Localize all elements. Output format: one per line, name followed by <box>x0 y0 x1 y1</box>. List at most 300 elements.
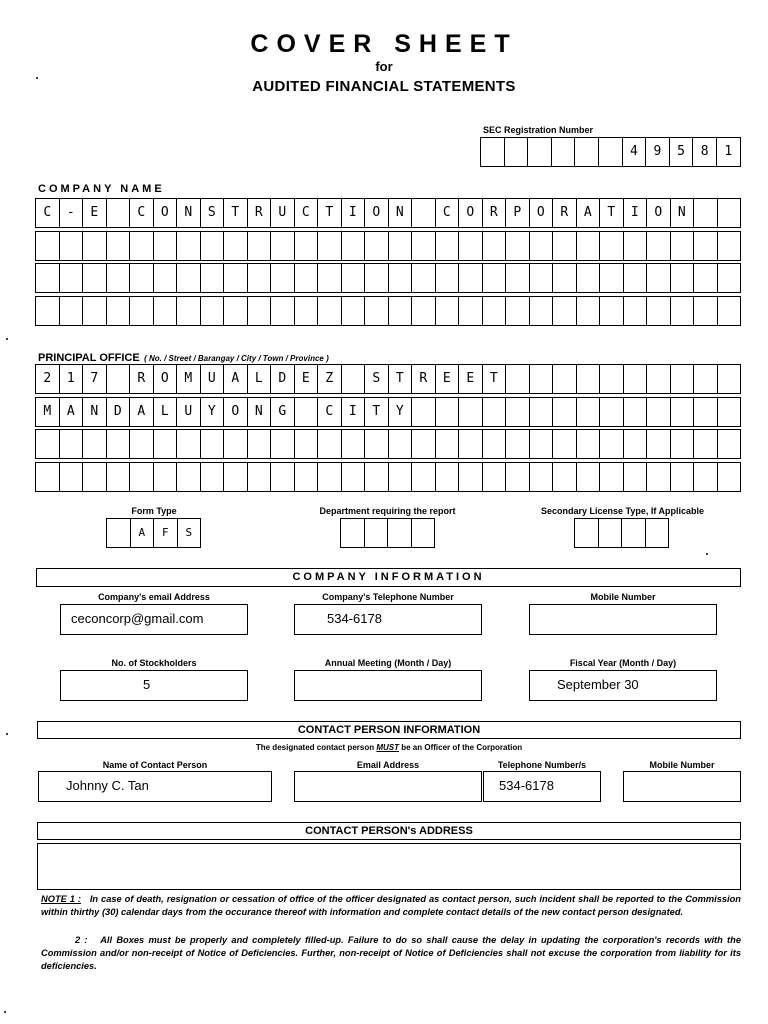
principal-office-char-box[interactable] <box>295 463 319 491</box>
company-name-char-box[interactable] <box>694 232 718 260</box>
secondary-license-box[interactable] <box>599 519 623 547</box>
company-name-char-box[interactable] <box>201 297 225 325</box>
principal-office-char-box[interactable] <box>248 463 272 491</box>
company-name-char-box[interactable] <box>248 297 272 325</box>
company-name-char-box[interactable] <box>389 232 413 260</box>
principal-office-char-box[interactable] <box>318 430 342 458</box>
company-name-char-box[interactable] <box>224 297 248 325</box>
principal-office-char-box[interactable]: 2 <box>36 365 60 393</box>
principal-office-char-box[interactable]: A <box>60 398 84 426</box>
principal-office-char-box[interactable] <box>577 398 601 426</box>
company-name-char-box[interactable] <box>412 264 436 292</box>
principal-office-char-box[interactable] <box>459 463 483 491</box>
principal-office-char-box[interactable] <box>60 430 84 458</box>
principal-office-char-box[interactable] <box>553 398 577 426</box>
company-name-char-box[interactable] <box>718 232 742 260</box>
sec-digit-box[interactable]: 8 <box>693 138 717 166</box>
principal-office-char-box[interactable] <box>271 463 295 491</box>
principal-office-char-box[interactable] <box>342 365 366 393</box>
company-name-char-box[interactable] <box>459 297 483 325</box>
company-name-char-box[interactable] <box>671 232 695 260</box>
principal-office-char-box[interactable]: I <box>342 398 366 426</box>
principal-office-char-box[interactable]: T <box>365 398 389 426</box>
principal-office-char-box[interactable] <box>436 430 460 458</box>
principal-office-row <box>35 364 741 394</box>
principal-office-char-box[interactable]: R <box>130 365 154 393</box>
principal-office-char-box[interactable] <box>436 463 460 491</box>
company-name-char-box[interactable] <box>130 232 154 260</box>
company-name-char-box[interactable] <box>483 264 507 292</box>
company-name-char-box[interactable]: P <box>506 199 530 227</box>
company-name-char-box[interactable] <box>647 264 671 292</box>
company-name-char-box[interactable] <box>154 264 178 292</box>
department-box[interactable] <box>341 519 365 547</box>
company-name-char-box[interactable] <box>694 297 718 325</box>
company-name-char-box[interactable]: N <box>177 199 201 227</box>
principal-office-char-box[interactable] <box>624 365 648 393</box>
annual-meeting-field[interactable] <box>294 670 482 701</box>
note-1-text: In case of death, resignation or cessation of office of the officer designated as contact person, such incident shall be reported to the Commission within thirthy (30) calendar days from the occurance thereof with information and complete contact details of the new contact person designated. <box>41 894 741 917</box>
principal-office-char-box[interactable]: N <box>248 398 272 426</box>
contact-telephone-label: Telephone Number/s <box>497 760 587 770</box>
principal-office-char-box[interactable] <box>577 463 601 491</box>
form-type-boxes <box>106 518 201 548</box>
principal-office-char-box[interactable] <box>201 430 225 458</box>
principal-office-char-box[interactable] <box>318 463 342 491</box>
principal-office-char-box[interactable]: 1 <box>60 365 84 393</box>
principal-office-char-box[interactable] <box>107 365 131 393</box>
company-name-char-box[interactable]: O <box>459 199 483 227</box>
principal-office-hint: ( No. / Street / Barangay / City / Town / Province ) <box>144 354 329 363</box>
company-name-char-box[interactable] <box>271 297 295 325</box>
principal-office-char-box[interactable] <box>224 430 248 458</box>
company-name-char-box[interactable] <box>365 297 389 325</box>
company-name-char-box[interactable]: C <box>36 199 60 227</box>
company-name-char-box[interactable]: R <box>483 199 507 227</box>
company-name-char-box[interactable] <box>389 297 413 325</box>
company-name-char-box[interactable] <box>83 297 107 325</box>
principal-office-char-box[interactable] <box>342 430 366 458</box>
principal-office-char-box[interactable] <box>694 430 718 458</box>
principal-office-char-box[interactable]: U <box>177 398 201 426</box>
contact-mobile-label: Mobile Number <box>649 760 715 770</box>
principal-office-char-box[interactable]: T <box>389 365 413 393</box>
principal-office-char-box[interactable] <box>624 430 648 458</box>
stockholders-label: No. of Stockholders <box>111 658 197 668</box>
company-name-char-box[interactable]: O <box>154 199 178 227</box>
principal-office-char-box[interactable] <box>177 430 201 458</box>
principal-office-char-box[interactable] <box>530 365 554 393</box>
company-name-char-box[interactable] <box>295 297 319 325</box>
company-name-char-box[interactable] <box>436 232 460 260</box>
company-name-char-box[interactable] <box>577 297 601 325</box>
company-name-char-box[interactable] <box>553 264 577 292</box>
company-name-char-box[interactable]: C <box>295 199 319 227</box>
company-name-char-box[interactable]: I <box>624 199 648 227</box>
principal-office-char-box[interactable]: Z <box>318 365 342 393</box>
company-name-char-box[interactable] <box>647 232 671 260</box>
principal-office-char-box[interactable] <box>389 430 413 458</box>
principal-office-char-box[interactable] <box>718 463 742 491</box>
principal-office-char-box[interactable]: A <box>224 365 248 393</box>
principal-office-char-box[interactable] <box>342 463 366 491</box>
company-name-char-box[interactable] <box>177 297 201 325</box>
company-name-char-box[interactable]: - <box>60 199 84 227</box>
company-name-char-box[interactable] <box>577 264 601 292</box>
company-name-char-box[interactable] <box>412 297 436 325</box>
contact-address-field[interactable] <box>37 843 741 890</box>
company-name-char-box[interactable]: R <box>553 199 577 227</box>
principal-office-char-box[interactable] <box>365 430 389 458</box>
company-name-char-box[interactable]: N <box>389 199 413 227</box>
principal-office-char-box[interactable] <box>60 463 84 491</box>
company-name-char-box[interactable] <box>600 297 624 325</box>
company-name-char-box[interactable]: U <box>271 199 295 227</box>
company-name-char-box[interactable] <box>36 264 60 292</box>
company-name-char-box[interactable] <box>83 264 107 292</box>
principal-office-char-box[interactable] <box>577 365 601 393</box>
principal-office-char-box[interactable] <box>530 430 554 458</box>
principal-office-char-box[interactable] <box>295 430 319 458</box>
principal-office-char-box[interactable] <box>647 398 671 426</box>
contact-telephone-field[interactable]: 534-6178 <box>483 771 601 802</box>
principal-office-char-box[interactable]: E <box>459 365 483 393</box>
principal-office-char-box[interactable]: D <box>271 365 295 393</box>
principal-office-char-box[interactable] <box>107 463 131 491</box>
company-name-char-box[interactable]: C <box>130 199 154 227</box>
principal-office-char-box[interactable] <box>647 365 671 393</box>
company-name-char-box[interactable] <box>459 232 483 260</box>
fiscal-year-field[interactable]: September 30 <box>529 670 717 701</box>
principal-office-char-box[interactable] <box>412 398 436 426</box>
principal-office-char-box[interactable] <box>483 398 507 426</box>
company-email-field[interactable]: ceconcorp@gmail.com <box>60 604 248 635</box>
company-telephone-field[interactable]: 534-6178 <box>294 604 482 635</box>
department-box[interactable] <box>412 519 436 547</box>
secondary-license-box[interactable] <box>622 519 646 547</box>
company-name-char-box[interactable] <box>36 297 60 325</box>
principal-office-char-box[interactable]: Y <box>389 398 413 426</box>
department-box[interactable] <box>365 519 389 547</box>
principal-office-char-box[interactable] <box>389 463 413 491</box>
sec-digit-box[interactable] <box>528 138 552 166</box>
principal-office-char-box[interactable]: Y <box>201 398 225 426</box>
principal-office-char-box[interactable]: L <box>248 365 272 393</box>
principal-office-char-box[interactable] <box>248 430 272 458</box>
principal-office-char-box[interactable] <box>107 430 131 458</box>
principal-office-char-box[interactable] <box>459 398 483 426</box>
company-name-char-box[interactable] <box>36 232 60 260</box>
principal-office-char-box[interactable] <box>271 430 295 458</box>
department-label: Department requiring the report <box>319 506 456 516</box>
company-name-char-box[interactable] <box>624 297 648 325</box>
company-name-char-box[interactable] <box>107 264 131 292</box>
company-name-char-box[interactable] <box>224 264 248 292</box>
principal-office-char-box[interactable] <box>506 430 530 458</box>
company-name-char-box[interactable]: C <box>436 199 460 227</box>
principal-office-char-box[interactable] <box>624 463 648 491</box>
principal-office-char-box[interactable] <box>36 463 60 491</box>
principal-office-char-box[interactable] <box>530 398 554 426</box>
company-telephone-label: Company's Telephone Number <box>322 592 454 602</box>
company-name-char-box[interactable] <box>60 264 84 292</box>
principal-office-char-box[interactable]: T <box>483 365 507 393</box>
contact-note-pre: The designated contact person <box>255 743 377 752</box>
principal-office-char-box[interactable] <box>647 430 671 458</box>
principal-office-char-box[interactable] <box>600 365 624 393</box>
company-name-char-box[interactable] <box>436 297 460 325</box>
company-name-char-box[interactable] <box>577 232 601 260</box>
company-name-char-box[interactable] <box>318 264 342 292</box>
company-name-char-box[interactable] <box>342 232 366 260</box>
company-name-char-box[interactable] <box>671 264 695 292</box>
company-name-char-box[interactable] <box>342 264 366 292</box>
principal-office-char-box[interactable]: L <box>154 398 178 426</box>
principal-office-char-box[interactable] <box>506 365 530 393</box>
principal-office-char-box[interactable] <box>83 430 107 458</box>
company-name-char-box[interactable] <box>530 264 554 292</box>
principal-office-char-box[interactable] <box>600 430 624 458</box>
company-name-char-box[interactable] <box>694 199 718 227</box>
company-name-char-box[interactable] <box>248 264 272 292</box>
contact-name-label: Name of Contact Person <box>102 760 208 770</box>
principal-office-char-box[interactable]: 7 <box>83 365 107 393</box>
company-name-char-box[interactable] <box>506 297 530 325</box>
sec-digit-box[interactable] <box>552 138 576 166</box>
company-name-char-box[interactable]: T <box>318 199 342 227</box>
principal-office-char-box[interactable] <box>201 463 225 491</box>
principal-office-row <box>35 397 741 427</box>
company-name-char-box[interactable]: A <box>577 199 601 227</box>
company-name-char-box[interactable] <box>201 264 225 292</box>
company-name-char-box[interactable] <box>107 297 131 325</box>
principal-office-char-box[interactable] <box>436 398 460 426</box>
principal-office-char-box[interactable] <box>130 430 154 458</box>
principal-office-char-box[interactable] <box>600 398 624 426</box>
company-name-char-box[interactable] <box>365 232 389 260</box>
company-name-char-box[interactable] <box>483 297 507 325</box>
principal-office-char-box[interactable]: D <box>107 398 131 426</box>
principal-office-char-box[interactable] <box>154 430 178 458</box>
principal-office-char-box[interactable] <box>483 430 507 458</box>
company-name-char-box[interactable]: O <box>530 199 554 227</box>
sec-digit-box[interactable]: 9 <box>646 138 670 166</box>
company-name-char-box[interactable] <box>177 232 201 260</box>
company-name-char-box[interactable] <box>412 232 436 260</box>
company-name-char-box[interactable] <box>600 264 624 292</box>
sec-digit-box[interactable] <box>575 138 599 166</box>
sec-digit-box[interactable]: 4 <box>623 138 647 166</box>
company-name-char-box[interactable] <box>718 199 742 227</box>
company-name-char-box[interactable]: R <box>248 199 272 227</box>
principal-office-char-box[interactable]: E <box>436 365 460 393</box>
department-boxes <box>340 518 435 548</box>
company-name-char-box[interactable] <box>553 232 577 260</box>
principal-office-char-box[interactable] <box>365 463 389 491</box>
principal-office-char-box[interactable] <box>224 463 248 491</box>
department-box[interactable] <box>388 519 412 547</box>
company-name-char-box[interactable] <box>530 297 554 325</box>
principal-office-char-box[interactable] <box>553 365 577 393</box>
company-name-char-box[interactable] <box>365 264 389 292</box>
company-name-char-box[interactable] <box>295 232 319 260</box>
company-name-char-box[interactable] <box>83 232 107 260</box>
company-name-char-box[interactable] <box>271 264 295 292</box>
company-name-char-box[interactable]: T <box>600 199 624 227</box>
principal-office-char-box[interactable]: O <box>154 365 178 393</box>
company-name-char-box[interactable] <box>177 264 201 292</box>
contact-email-field[interactable] <box>294 771 482 802</box>
principal-office-char-box[interactable] <box>295 398 319 426</box>
company-name-char-box[interactable] <box>154 297 178 325</box>
company-name-char-box[interactable] <box>718 297 742 325</box>
company-name-char-box[interactable] <box>624 264 648 292</box>
principal-office-char-box[interactable]: S <box>365 365 389 393</box>
principal-office-char-box[interactable] <box>647 463 671 491</box>
company-name-char-box[interactable] <box>60 297 84 325</box>
principal-office-char-box[interactable] <box>483 463 507 491</box>
secondary-license-box[interactable] <box>575 519 599 547</box>
sec-digit-box[interactable]: 1 <box>717 138 741 166</box>
principal-office-char-box[interactable] <box>694 463 718 491</box>
company-name-char-box[interactable] <box>718 264 742 292</box>
principal-office-char-box[interactable] <box>154 463 178 491</box>
principal-office-char-box[interactable] <box>506 398 530 426</box>
company-name-char-box[interactable] <box>600 232 624 260</box>
company-name-char-box[interactable] <box>130 264 154 292</box>
company-name-char-box[interactable] <box>436 264 460 292</box>
company-name-char-box[interactable]: O <box>647 199 671 227</box>
company-name-char-box[interactable]: E <box>83 199 107 227</box>
principal-office-row <box>35 429 741 459</box>
company-mobile-field[interactable] <box>529 604 717 635</box>
company-name-char-box[interactable] <box>530 232 554 260</box>
principal-office-char-box[interactable] <box>694 365 718 393</box>
company-name-char-box[interactable] <box>271 232 295 260</box>
company-name-char-box[interactable] <box>412 199 436 227</box>
principal-office-char-box[interactable]: G <box>271 398 295 426</box>
principal-office-char-box[interactable]: R <box>412 365 436 393</box>
stockholders-field[interactable]: 5 <box>60 670 248 701</box>
sec-digit-box[interactable] <box>599 138 623 166</box>
principal-office-char-box[interactable] <box>600 463 624 491</box>
principal-office-char-box[interactable]: M <box>177 365 201 393</box>
principal-office-char-box[interactable]: O <box>224 398 248 426</box>
note-2-label: 2 : <box>75 935 88 945</box>
company-name-char-box[interactable] <box>318 232 342 260</box>
form-type-box[interactable]: A <box>131 519 155 547</box>
principal-office-char-box[interactable] <box>577 430 601 458</box>
company-name-char-box[interactable] <box>624 232 648 260</box>
sec-digit-box[interactable]: 5 <box>670 138 694 166</box>
company-name-char-box[interactable] <box>671 297 695 325</box>
sec-digit-box[interactable] <box>505 138 529 166</box>
company-name-char-box[interactable] <box>201 232 225 260</box>
principal-office-char-box[interactable] <box>459 430 483 458</box>
company-name-char-box[interactable] <box>647 297 671 325</box>
sec-registration-label: SEC Registration Number <box>483 125 594 135</box>
principal-office-char-box[interactable] <box>130 463 154 491</box>
company-name-char-box[interactable] <box>248 232 272 260</box>
form-type-box[interactable]: S <box>178 519 202 547</box>
principal-office-char-box[interactable]: N <box>83 398 107 426</box>
company-name-char-box[interactable] <box>459 264 483 292</box>
form-type-box[interactable]: F <box>154 519 178 547</box>
note-2-text: All Boxes must be properly and completely filled-up. Failure to do so shall cause the delay in updating the corporation's records with the Commission and/or non-receipt of Notice of Deficiencies. Further, non-receipt of Notice of Deficiencies shall not excuse the corporation from liability for its deficiencies. <box>41 935 741 971</box>
fiscal-year-label: Fiscal Year (Month / Day) <box>569 658 677 668</box>
principal-office-char-box[interactable] <box>553 430 577 458</box>
company-name-char-box[interactable]: S <box>201 199 225 227</box>
contact-email-label: Email Address <box>356 760 420 770</box>
principal-office-char-box[interactable] <box>718 430 742 458</box>
principal-office-label: PRINCIPAL OFFICE <box>38 352 140 364</box>
principal-office-char-box[interactable] <box>694 398 718 426</box>
principal-office-char-box[interactable] <box>177 463 201 491</box>
principal-office-char-box[interactable] <box>36 430 60 458</box>
company-name-char-box[interactable]: O <box>365 199 389 227</box>
company-name-char-box[interactable] <box>224 232 248 260</box>
company-name-char-box[interactable] <box>154 232 178 260</box>
principal-office-char-box[interactable] <box>671 463 695 491</box>
principal-office-char-box[interactable] <box>83 463 107 491</box>
company-name-char-box[interactable] <box>389 264 413 292</box>
form-type-box[interactable] <box>107 519 131 547</box>
secondary-license-label: Secondary License Type, If Applicable <box>540 506 705 516</box>
company-name-char-box[interactable] <box>107 199 131 227</box>
company-name-char-box[interactable]: N <box>671 199 695 227</box>
principal-office-char-box[interactable] <box>671 365 695 393</box>
contact-note-must: MUST <box>376 743 399 752</box>
company-name-char-box[interactable] <box>318 297 342 325</box>
principal-office-char-box[interactable]: M <box>36 398 60 426</box>
sec-digit-box[interactable] <box>481 138 505 166</box>
principal-office-char-box[interactable]: A <box>130 398 154 426</box>
company-name-char-box[interactable] <box>506 264 530 292</box>
company-name-char-box[interactable] <box>483 232 507 260</box>
principal-office-char-box[interactable] <box>412 463 436 491</box>
principal-office-char-box[interactable] <box>624 398 648 426</box>
company-name-char-box[interactable] <box>130 297 154 325</box>
company-name-char-box[interactable] <box>553 297 577 325</box>
principal-office-char-box[interactable] <box>506 463 530 491</box>
note-1 <box>41 893 741 919</box>
principal-office-char-box[interactable]: U <box>201 365 225 393</box>
contact-person-header: CONTACT PERSON INFORMATION <box>37 721 741 739</box>
principal-office-char-box[interactable] <box>718 365 742 393</box>
company-name-char-box[interactable] <box>342 297 366 325</box>
company-name-char-box[interactable] <box>506 232 530 260</box>
principal-office-char-box[interactable] <box>530 463 554 491</box>
contact-mobile-field[interactable] <box>623 771 741 802</box>
principal-office-char-box[interactable] <box>671 430 695 458</box>
secondary-license-box[interactable] <box>646 519 670 547</box>
company-name-char-box[interactable] <box>694 264 718 292</box>
company-name-char-box[interactable]: I <box>342 199 366 227</box>
company-information-header: COMPANY INFORMATION <box>36 568 741 587</box>
principal-office-char-box[interactable] <box>671 398 695 426</box>
principal-office-row <box>35 462 741 492</box>
principal-office-char-box[interactable] <box>553 463 577 491</box>
principal-office-char-box[interactable]: E <box>295 365 319 393</box>
principal-office-char-box[interactable] <box>412 430 436 458</box>
company-name-char-box[interactable]: T <box>224 199 248 227</box>
company-name-char-box[interactable] <box>60 232 84 260</box>
company-name-char-box[interactable] <box>107 232 131 260</box>
company-name-char-box[interactable] <box>295 264 319 292</box>
contact-name-field[interactable]: Johnny C. Tan <box>38 771 272 802</box>
principal-office-char-box[interactable] <box>718 398 742 426</box>
principal-office-char-box[interactable]: C <box>318 398 342 426</box>
